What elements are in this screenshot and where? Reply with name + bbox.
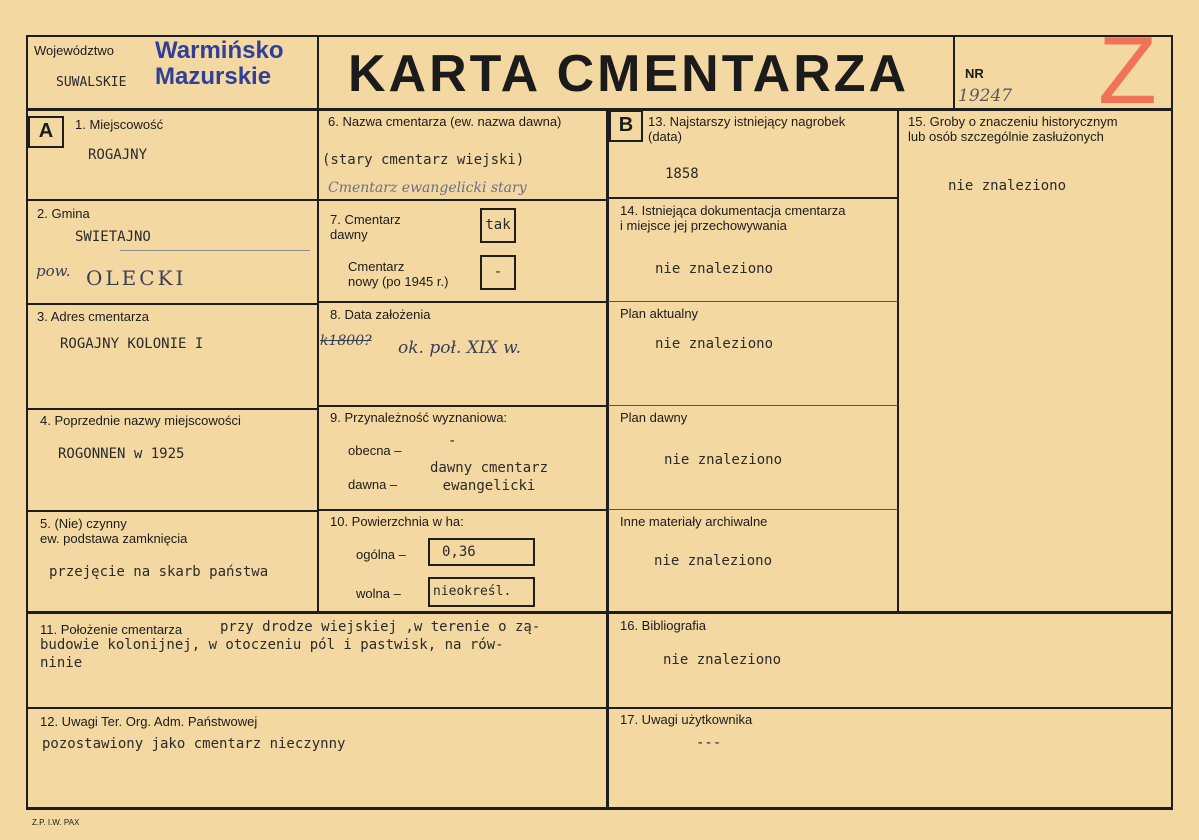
- section-a-badge: A: [28, 116, 64, 148]
- field-7-old-box: [480, 208, 516, 243]
- field-10-label: 10. Powierzchnia w ha:: [330, 514, 464, 529]
- frame-right: [1171, 35, 1173, 809]
- a-row-line-1: [26, 199, 318, 201]
- field-9-former-value: dawny cmentarz ewangelicki: [430, 460, 549, 494]
- field-8-handwritten: ok. poł. XIX w.: [398, 338, 522, 358]
- field-11-value-line1: przy drodze wiejskiej ,w terenie o zą-: [220, 619, 541, 635]
- field-11-value-rest: budowie kolonijnej, w otoczeniu pól i pastwisk, na rów- ninie: [40, 637, 504, 671]
- field-13-value: 1858: [665, 166, 699, 182]
- red-z-mark: Z: [1098, 17, 1157, 124]
- field-7-new-label: Cmentarz nowy (po 1945 r.): [348, 259, 449, 289]
- c-row-line-4: [608, 509, 898, 510]
- field-9-former-label: dawna –: [348, 477, 398, 492]
- field-15-label: 15. Groby o znaczeniu historycznym lub osób szczególnie zasłużonych: [908, 114, 1118, 144]
- field-9-current-label: obecna –: [348, 443, 402, 458]
- field-6-value: (stary cmentarz wiejski): [322, 152, 525, 168]
- lower-row-line: [26, 611, 1173, 614]
- bottom-row-line: [26, 707, 1173, 709]
- col-divider-2: [606, 108, 609, 808]
- field-10-total-label: ogólna –: [356, 547, 406, 562]
- field-10-free-label: wolna –: [356, 586, 401, 601]
- nr-label: NR: [965, 66, 984, 81]
- section-b-badge: B: [609, 110, 643, 142]
- col-divider-3: [897, 108, 899, 613]
- field-16-label: 16. Bibliografia: [620, 618, 706, 633]
- field-4-value: ROGONNEN w 1925: [58, 446, 185, 462]
- field-12-label: 12. Uwagi Ter. Org. Adm. Państwowej: [40, 714, 258, 729]
- other-materials-value: nie znaleziono: [654, 553, 773, 569]
- nr-value: 19247: [958, 86, 1013, 106]
- stamp-line-2: Mazurskie: [155, 63, 272, 90]
- field-17-label: 17. Uwagi użytkownika: [620, 712, 753, 727]
- field-3-value: ROGAJNY KOLONIE I: [60, 336, 204, 352]
- wojewodztwo-typed: SUWALSKIE: [56, 75, 127, 90]
- powiat-prefix: pow.: [36, 262, 71, 280]
- plan-current-label: Plan aktualny: [620, 306, 699, 321]
- field-10-free-box: [428, 577, 535, 607]
- other-materials-label: Inne materiały archiwalne: [620, 514, 768, 529]
- field-6-handwritten: Cmentarz ewangelicki stary: [328, 180, 527, 196]
- a-row-line-2: [26, 303, 318, 305]
- field-4-label: 4. Poprzednie nazwy miejscowości: [40, 413, 241, 428]
- field-10-free-value: nieokreśl.: [433, 584, 512, 599]
- field-8-label: 8. Data założenia: [330, 307, 431, 322]
- field-15-value: nie znaleziono: [948, 178, 1067, 194]
- field-11-label: 11. Położenie cmentarza: [40, 622, 183, 637]
- plan-current-value: nie znaleziono: [655, 336, 774, 352]
- frame-left: [26, 35, 28, 809]
- field-7-old-value: tak: [485, 217, 511, 233]
- field-7-new-box: [480, 255, 516, 290]
- frame-bottom: [26, 807, 1173, 810]
- field-16-value: nie znaleziono: [663, 652, 782, 668]
- b-row-line-2: [318, 301, 608, 303]
- nr-divider: [953, 35, 955, 110]
- print-code: Z.P. I.W. PAX: [32, 818, 80, 827]
- field-9-label: 9. Przynależność wyznaniowa:: [330, 410, 508, 425]
- field-3-label: 3. Adres cmentarza: [37, 309, 149, 324]
- field-8-struck: k1800?: [320, 333, 372, 349]
- b-row-line-4: [318, 509, 608, 511]
- col-divider-1: [317, 35, 319, 613]
- plan-old-label: Plan dawny: [620, 410, 688, 425]
- field-10-total-value: 0,36: [442, 544, 476, 560]
- b-row-line-1: [318, 199, 608, 201]
- field-6-label: 6. Nazwa cmentarza (ew. nazwa dawna): [328, 114, 562, 129]
- a-row-line-3: [26, 408, 318, 410]
- c-row-line-2: [608, 301, 898, 302]
- field-12-value: pozostawiony jako cmentarz nieczynny: [42, 736, 346, 752]
- c-row-line-1: [608, 197, 898, 199]
- gmina-underline: [120, 250, 310, 251]
- field-14-label: 14. Istniejąca dokumentacja cmentarza i miejsce jej przechowywania: [620, 203, 846, 233]
- field-1-label: 1. Miejscowość: [75, 117, 164, 132]
- plan-old-value: nie znaleziono: [664, 452, 783, 468]
- page-title: KARTA CMENTARZA: [348, 45, 910, 103]
- a-row-line-4: [26, 510, 318, 512]
- field-2-label: 2. Gmina: [37, 206, 90, 221]
- field-17-value: ---: [696, 735, 722, 751]
- field-5-value: przejęcie na skarb państwa: [49, 564, 269, 580]
- field-2-value: SWIETAJNO: [75, 229, 151, 245]
- wojewodztwo-label: Województwo: [34, 43, 114, 58]
- c-row-line-3: [608, 405, 898, 406]
- field-1-value: ROGAJNY: [88, 147, 148, 163]
- field-7-new-value: -: [493, 264, 503, 280]
- field-9-current-value: -: [448, 433, 457, 449]
- field-10-total-box: [428, 538, 535, 566]
- field-5-label: 5. (Nie) czynny ew. podstawa zamknięcia: [40, 516, 188, 546]
- stamp-line-1: Warmińsko: [155, 37, 284, 64]
- powiat-value: OLECKI: [86, 266, 187, 290]
- b-row-line-3: [318, 405, 608, 407]
- field-14-value: nie znaleziono: [655, 261, 774, 277]
- field-13-label: 13. Najstarszy istniejący nagrobek (data): [648, 114, 846, 144]
- field-7-old-label: 7. Cmentarz dawny: [330, 212, 401, 242]
- header-bottom-line: [26, 108, 1173, 111]
